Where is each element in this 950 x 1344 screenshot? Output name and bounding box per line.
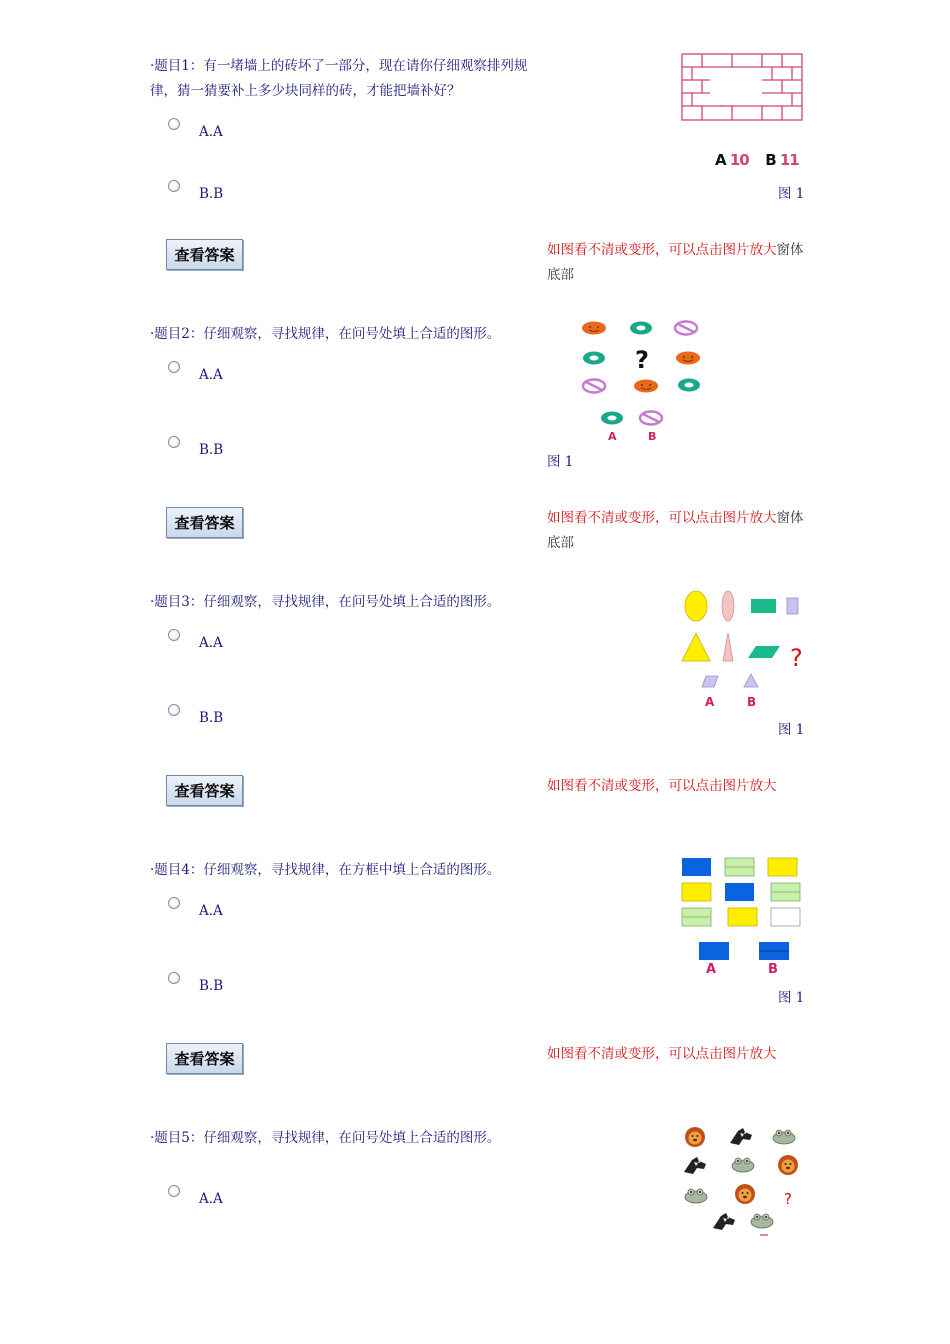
- choice-b-letter: B: [648, 430, 657, 443]
- teal-rectangle: [751, 599, 776, 613]
- choice-a-value: 10: [729, 151, 749, 169]
- orange-face-shape: [634, 380, 658, 393]
- frog-icon: [685, 1189, 707, 1203]
- orange-face-shape: [582, 322, 606, 335]
- teal-ring-shape: [678, 379, 700, 392]
- zoom-hint: [547, 774, 807, 799]
- radio-button[interactable]: [168, 897, 180, 909]
- pink-slash-ring-shape: [675, 322, 697, 335]
- option-label: A.A: [199, 903, 223, 919]
- pink-oval: [722, 591, 734, 621]
- option-label: B.B: [199, 978, 224, 994]
- frog-icon: [732, 1158, 754, 1172]
- zoom-hint-text: 如图看不清或变形，可以点击图片放大: [547, 1046, 777, 1062]
- yellow-oval: [685, 591, 707, 621]
- animal-pattern-figure[interactable]: [678, 1122, 808, 1242]
- view-answer-button[interactable]: 查看答案: [166, 507, 243, 538]
- question-mark: ?: [635, 346, 649, 374]
- option-label: A.A: [199, 1191, 223, 1207]
- pink-slash-ring-shape: [583, 380, 605, 393]
- radio-button[interactable]: [168, 629, 180, 641]
- pattern-figure-shapes[interactable]: [575, 316, 705, 446]
- form-bottom-text: 窗体底部: [547, 510, 804, 551]
- teal-ring-shape: [630, 322, 652, 335]
- option-label: A.A: [199, 367, 223, 383]
- frog-icon: [773, 1130, 795, 1144]
- question-text: ·题目1：有一堵墙上的砖坏了一部分，现在请你仔细观察排列规律，猜一猜要补上多少块同样的砖，才能把墙补好？: [150, 58, 528, 99]
- zoom-hint: [547, 1042, 807, 1067]
- brick-wall-figure[interactable]: [680, 52, 805, 124]
- radio-button[interactable]: [168, 1185, 180, 1197]
- zoom-hint-text: 如图看不清或变形，可以点击图片放大: [547, 778, 777, 794]
- choice-a-letter: A: [608, 430, 617, 443]
- frog-icon: [751, 1214, 773, 1228]
- choice-a-teal-ring: [601, 412, 623, 425]
- question-text: ·题目4：仔细观察，寻找规律，在方框中填上合适的图形。: [150, 862, 501, 878]
- lion-icon: [685, 1127, 705, 1147]
- question-text: ·题目3：仔细观察，寻找规律，在问号处填上合适的图形。: [150, 594, 501, 610]
- lavender-rectangle: [787, 598, 798, 614]
- question-text: ·题目2：仔细观察，寻找规律，在问号处填上合适的图形。: [150, 326, 501, 342]
- choice-a-letter: A: [706, 962, 717, 977]
- view-answer-button[interactable]: 查看答案: [166, 239, 243, 270]
- pattern-figure-shapes[interactable]: [678, 855, 808, 980]
- form-bottom-text: 窗体底部: [547, 242, 804, 283]
- figure-caption: 图 1: [778, 186, 805, 202]
- radio-button[interactable]: [168, 361, 180, 373]
- radio-button[interactable]: [168, 436, 180, 448]
- option-label: B.B: [199, 442, 224, 458]
- figure-caption: 图 1: [547, 454, 574, 470]
- choice-a-letter: A: [715, 151, 726, 169]
- teal-ring-shape: [583, 352, 605, 365]
- pattern-figure-shapes[interactable]: [678, 586, 808, 711]
- radio-button[interactable]: [168, 180, 180, 192]
- question-text: ·题目5：仔细观察，寻找规律，在问号处填上合适的图形。: [150, 1130, 501, 1146]
- figure-caption: 图 1: [778, 722, 805, 738]
- choice-a-letter: A: [705, 695, 715, 709]
- question-mark: ?: [784, 1190, 792, 1208]
- choice-b-letter: B: [768, 962, 778, 977]
- choice-b-letter: B: [747, 695, 757, 709]
- choice-b-value: 11: [779, 151, 799, 169]
- choice-b-letter: B: [765, 151, 776, 169]
- orange-face-shape: [676, 352, 700, 365]
- empty-answer-box: [771, 908, 800, 926]
- radio-button[interactable]: [168, 704, 180, 716]
- radio-button[interactable]: [168, 972, 180, 984]
- teal-parallelogram: [748, 646, 780, 658]
- zoom-hint-text: 如图看不清或变形，可以点击图片放大: [547, 242, 777, 258]
- lion-icon: [778, 1155, 798, 1175]
- zoom-hint: [547, 238, 807, 288]
- horse-icon: [730, 1128, 752, 1145]
- yellow-triangle: [682, 633, 710, 661]
- answer-choices-graphic: [715, 151, 799, 169]
- pink-triangle: [723, 633, 733, 661]
- view-answer-button[interactable]: 查看答案: [166, 775, 243, 806]
- choice-a-lavender-parallelogram: [702, 676, 718, 687]
- option-label: B.B: [199, 186, 224, 202]
- zoom-hint: [547, 506, 807, 556]
- horse-icon: [713, 1213, 735, 1230]
- figure-caption: 图 1: [778, 990, 805, 1006]
- choice-b-lavender-triangle: [744, 674, 758, 687]
- question-mark: ?: [790, 644, 803, 672]
- option-label: B.B: [199, 710, 224, 726]
- zoom-hint-text: 如图看不清或变形，可以点击图片放大: [547, 510, 777, 526]
- option-label: A.A: [199, 635, 223, 651]
- horse-icon: [684, 1157, 706, 1174]
- view-answer-button[interactable]: 查看答案: [166, 1043, 243, 1074]
- radio-button[interactable]: [168, 118, 180, 130]
- choice-b-pink-ring: [640, 412, 662, 425]
- option-label: A.A: [199, 124, 223, 140]
- lion-icon: [735, 1184, 755, 1204]
- choice-a-blue-box: [699, 942, 729, 960]
